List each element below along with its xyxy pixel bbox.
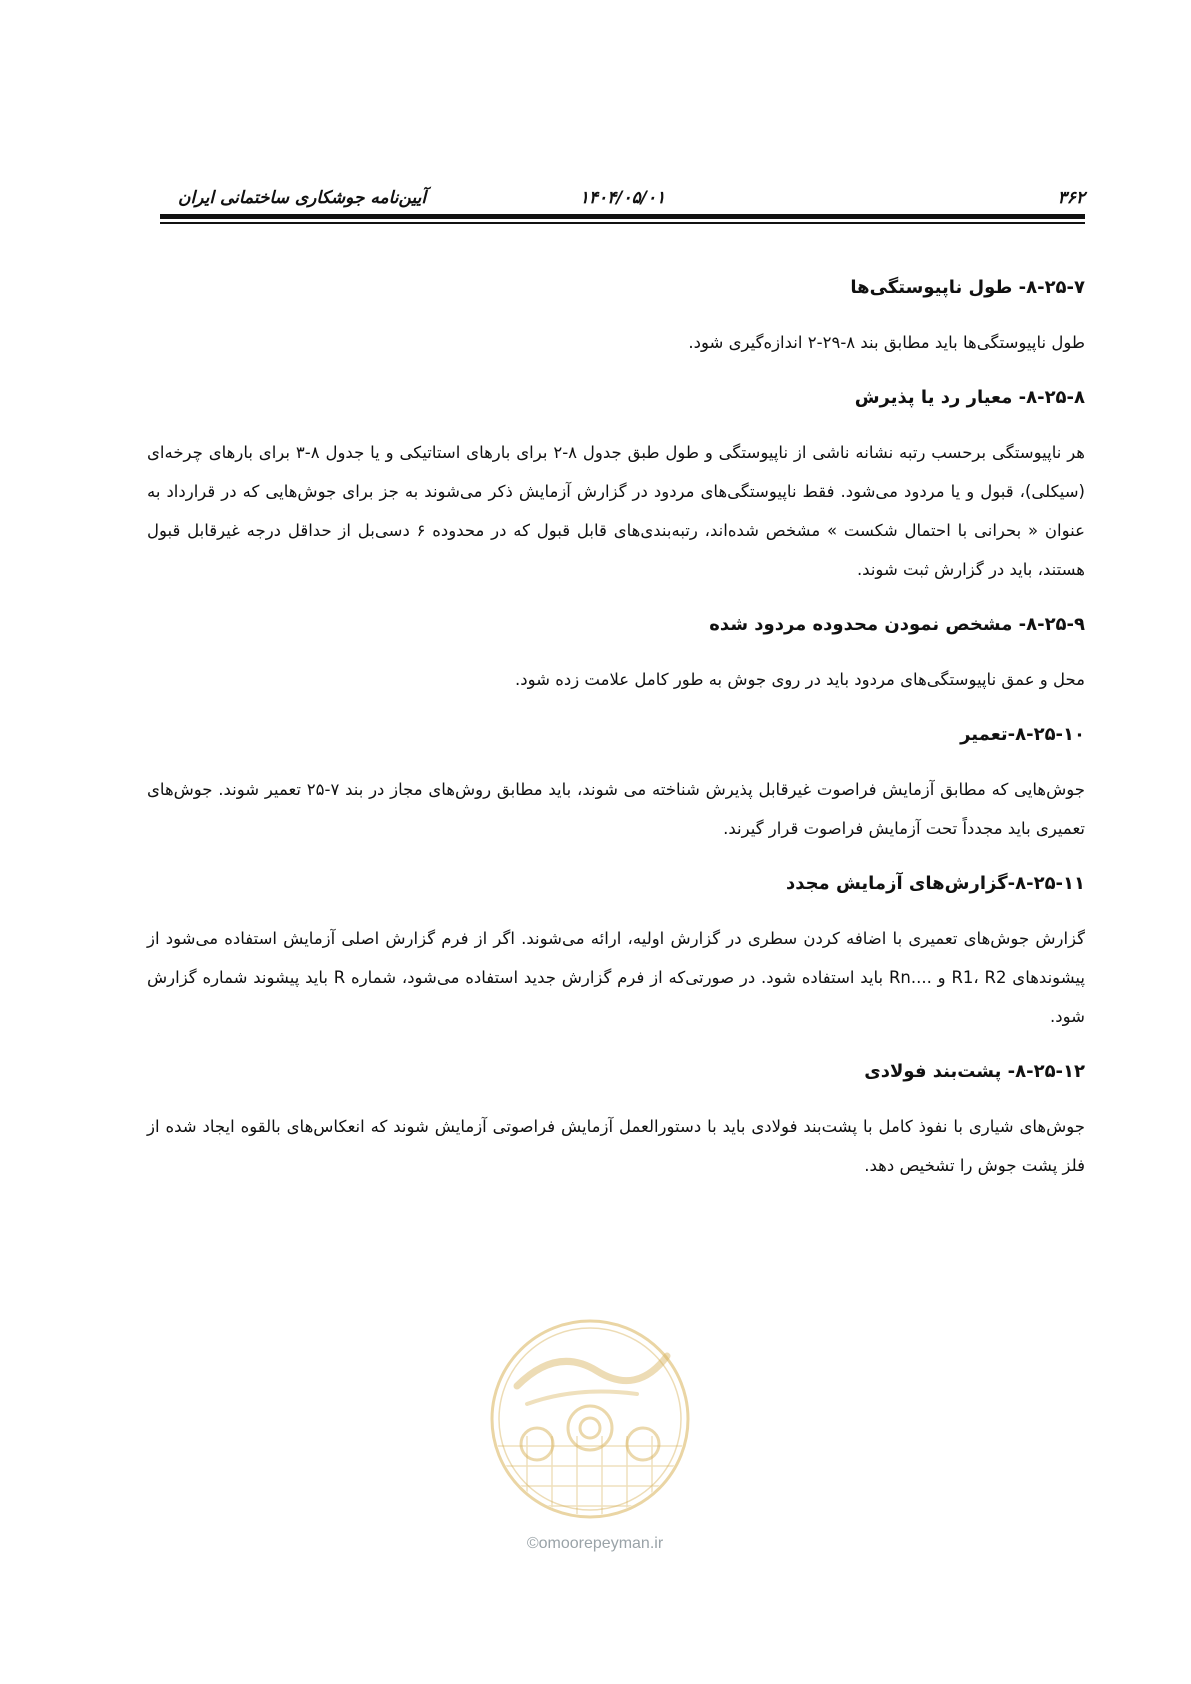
- section-paragraph: محل و عمق ناپیوستگی‌های مردود باید در روی جوش به طور کامل علامت زده شود.: [515, 670, 1085, 689]
- section-marking-rejected: [147, 609, 1085, 699]
- page-number: ۳۶۲: [1057, 188, 1085, 208]
- main-content: [147, 272, 1085, 1205]
- section-acceptance-criteria: [147, 382, 1085, 589]
- section-heading: ۸-۲۵-۷- طول ناپیوستگی‌ها: [850, 277, 1085, 298]
- section-heading: ۸-۲۵-۹- مشخص نمودن محدوده مردود شده: [709, 614, 1085, 635]
- section-heading: ۸-۲۵-۱۲- پشت‌بند فولادی: [864, 1061, 1085, 1082]
- page-header: [160, 188, 1085, 214]
- book-title: آیین‌نامه جوشکاری ساختمانی ایران: [178, 188, 427, 208]
- section-paragraph: گزارش جوش‌های تعمیری با اضافه کردن سطری در گزارش اولیه، ارائه می‌شوند. اگر از فرم گزارش اصلی آزمایش استفاده می‌شود از پیشوندهای R1، R2 و ....Rn باید استفاده شود. در صورتی‌که از فرم گزارش جدید استفاده می‌شود، شماره R باید پیشوند شماره گزارش شود.: [147, 929, 1085, 1026]
- header-date: ۱۴۰۴/۰۵/۰۱: [579, 188, 666, 208]
- header-rule-thick: [160, 214, 1085, 219]
- section-heading: ۸-۲۵-۱۱-گزارش‌های آزمایش مجدد: [785, 873, 1085, 894]
- header-rule-thin: [160, 222, 1085, 224]
- section-paragraph: جوش‌های شیاری با نفوذ کامل با پشت‌بند فولادی باید با دستورالعمل آزمایش فراصوتی آزمایش شوند که انعکاس‌های بالقوه ایجاد شده از فلز پشت جوش را تشخیص دهد.: [147, 1117, 1085, 1175]
- section-repair: [147, 719, 1085, 848]
- copyright-icon: ©: [526, 1535, 539, 1552]
- section-discontinuity-length: [147, 272, 1085, 362]
- section-steel-backing: [147, 1056, 1085, 1185]
- section-paragraph: طول ناپیوستگی‌ها باید مطابق بند ۸-۲۹-۲ اندازه‌گیری شود.: [688, 333, 1085, 352]
- section-heading: ۸-۲۵-۱۰-تعمیر: [960, 724, 1085, 745]
- section-paragraph: هر ناپیوستگی برحسب رتبه نشانه ناشی از ناپیوستگی و طول طبق جدول ۸-۲ برای بارهای استاتیکی و یا جدول ۸-۳ برای بارهای چرخه‌ای (سیکلی)، قبول و یا مردود می‌شود. فقط ناپیوستگی‌های مردود در گزارش آزمایش ذکر می‌شوند به جز برای جوش‌هایی که در قرارداد به عنوان « بحرانی با احتمال شکست » مشخص شده‌اند، رتبه‌بندی‌های قابل قبول که در محدوده ۶ دسی‌بل از حداقل درجه غیرقابل قبول هستند، باید در گزارش ثبت شوند.: [147, 443, 1086, 579]
- section-heading: ۸-۲۵-۸- معیار رد یا پذیرش: [854, 387, 1085, 408]
- section-retest-reports: [147, 868, 1085, 1036]
- watermark-url: ©omoorepeyman.ir: [526, 1535, 664, 1552]
- watermark-logo: [487, 1316, 693, 1532]
- section-paragraph: جوش‌هایی که مطابق آزمایش فراصوت غیرقابل پذیرش شناخته می شوند، باید مطابق روش‌های مجاز در بند ۷-۲۵ تعمیر شوند. جوش‌های تعمیری باید مجدداً تحت آزمایش فراصوت قرار گیرند.: [147, 780, 1085, 838]
